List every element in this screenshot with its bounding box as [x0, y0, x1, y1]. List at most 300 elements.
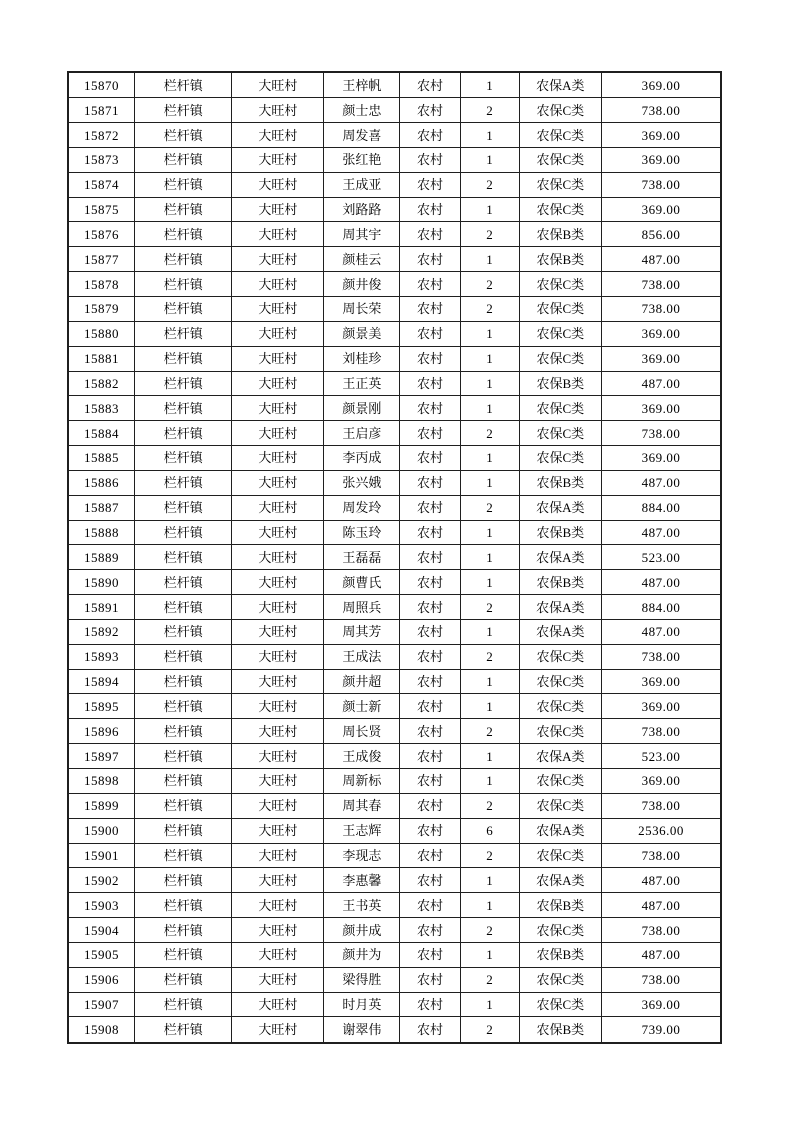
- cell-residence-type: 农村: [400, 595, 461, 620]
- cell-amount: 369.00: [601, 147, 721, 172]
- cell-person-count: 1: [460, 619, 519, 644]
- table-row: [68, 942, 721, 967]
- cell-village: 大旺村: [232, 123, 324, 148]
- table-row: [68, 346, 721, 371]
- cell-person-count: 1: [460, 570, 519, 595]
- cell-amount: 487.00: [601, 942, 721, 967]
- table-row: [68, 1017, 721, 1043]
- cell-town: 栏杆镇: [135, 470, 232, 495]
- cell-seq: 15896: [68, 719, 135, 744]
- cell-person-name: 颜井俊: [324, 272, 400, 297]
- cell-person-count: 1: [460, 321, 519, 346]
- cell-amount: 738.00: [601, 918, 721, 943]
- cell-residence-type: 农村: [400, 446, 461, 471]
- cell-village: 大旺村: [232, 992, 324, 1017]
- cell-person-count: 1: [460, 694, 519, 719]
- cell-amount: 738.00: [601, 296, 721, 321]
- cell-person-name: 李惠馨: [324, 868, 400, 893]
- cell-seq: 15890: [68, 570, 135, 595]
- cell-seq: 15908: [68, 1017, 135, 1043]
- cell-amount: 487.00: [601, 570, 721, 595]
- cell-insurance-category: 农保B类: [519, 371, 601, 396]
- cell-insurance-category: 农保A类: [519, 545, 601, 570]
- table-row: [68, 421, 721, 446]
- cell-town: 栏杆镇: [135, 769, 232, 794]
- cell-amount: 369.00: [601, 669, 721, 694]
- cell-person-name: 刘路路: [324, 197, 400, 222]
- cell-person-name: 陈玉玲: [324, 520, 400, 545]
- cell-person-name: 颜士忠: [324, 98, 400, 123]
- cell-person-name: 周长荣: [324, 296, 400, 321]
- cell-town: 栏杆镇: [135, 744, 232, 769]
- cell-person-count: 2: [460, 222, 519, 247]
- cell-residence-type: 农村: [400, 421, 461, 446]
- cell-village: 大旺村: [232, 520, 324, 545]
- cell-village: 大旺村: [232, 843, 324, 868]
- cell-person-count: 2: [460, 595, 519, 620]
- cell-town: 栏杆镇: [135, 719, 232, 744]
- cell-residence-type: 农村: [400, 918, 461, 943]
- cell-person-count: 1: [460, 147, 519, 172]
- cell-person-count: 2: [460, 1017, 519, 1043]
- cell-seq: 15879: [68, 296, 135, 321]
- cell-amount: 487.00: [601, 868, 721, 893]
- cell-insurance-category: 农保B类: [519, 470, 601, 495]
- cell-amount: 738.00: [601, 421, 721, 446]
- cell-amount: 2536.00: [601, 818, 721, 843]
- cell-village: 大旺村: [232, 545, 324, 570]
- cell-town: 栏杆镇: [135, 172, 232, 197]
- cell-person-count: 1: [460, 72, 519, 98]
- cell-residence-type: 农村: [400, 992, 461, 1017]
- cell-insurance-category: 农保C类: [519, 967, 601, 992]
- cell-residence-type: 农村: [400, 769, 461, 794]
- cell-insurance-category: 农保A类: [519, 868, 601, 893]
- cell-seq: 15902: [68, 868, 135, 893]
- cell-amount: 369.00: [601, 123, 721, 148]
- cell-person-name: 谢翠伟: [324, 1017, 400, 1043]
- table-row: [68, 222, 721, 247]
- cell-village: 大旺村: [232, 421, 324, 446]
- cell-insurance-category: 农保B类: [519, 247, 601, 272]
- cell-residence-type: 农村: [400, 545, 461, 570]
- cell-town: 栏杆镇: [135, 570, 232, 595]
- cell-amount: 369.00: [601, 396, 721, 421]
- cell-person-count: 1: [460, 470, 519, 495]
- cell-seq: 15907: [68, 992, 135, 1017]
- cell-person-count: 1: [460, 123, 519, 148]
- table-row: [68, 669, 721, 694]
- cell-seq: 15877: [68, 247, 135, 272]
- cell-town: 栏杆镇: [135, 247, 232, 272]
- cell-person-name: 时月英: [324, 992, 400, 1017]
- cell-person-name: 颜桂云: [324, 247, 400, 272]
- cell-amount: 738.00: [601, 843, 721, 868]
- cell-amount: 369.00: [601, 346, 721, 371]
- cell-insurance-category: 农保A类: [519, 72, 601, 98]
- table-row: [68, 868, 721, 893]
- cell-person-count: 2: [460, 421, 519, 446]
- cell-town: 栏杆镇: [135, 321, 232, 346]
- cell-person-count: 2: [460, 644, 519, 669]
- cell-residence-type: 农村: [400, 793, 461, 818]
- cell-amount: 738.00: [601, 172, 721, 197]
- cell-amount: 369.00: [601, 694, 721, 719]
- cell-town: 栏杆镇: [135, 942, 232, 967]
- cell-village: 大旺村: [232, 470, 324, 495]
- cell-person-name: 周长贤: [324, 719, 400, 744]
- table-row: [68, 644, 721, 669]
- table-row: [68, 98, 721, 123]
- table-row: [68, 197, 721, 222]
- cell-village: 大旺村: [232, 321, 324, 346]
- cell-residence-type: 农村: [400, 744, 461, 769]
- cell-seq: 15898: [68, 769, 135, 794]
- table-row: [68, 694, 721, 719]
- cell-residence-type: 农村: [400, 371, 461, 396]
- cell-town: 栏杆镇: [135, 818, 232, 843]
- cell-residence-type: 农村: [400, 247, 461, 272]
- cell-person-name: 颜井成: [324, 918, 400, 943]
- table-row: [68, 545, 721, 570]
- cell-village: 大旺村: [232, 346, 324, 371]
- cell-town: 栏杆镇: [135, 868, 232, 893]
- cell-residence-type: 农村: [400, 470, 461, 495]
- cell-insurance-category: 农保C类: [519, 396, 601, 421]
- cell-person-name: 周其芳: [324, 619, 400, 644]
- cell-town: 栏杆镇: [135, 1017, 232, 1043]
- table-row: [68, 470, 721, 495]
- cell-person-count: 1: [460, 669, 519, 694]
- cell-person-count: 2: [460, 843, 519, 868]
- cell-seq: 15899: [68, 793, 135, 818]
- cell-village: 大旺村: [232, 893, 324, 918]
- cell-insurance-category: 农保C类: [519, 147, 601, 172]
- cell-seq: 15875: [68, 197, 135, 222]
- cell-person-count: 1: [460, 371, 519, 396]
- cell-town: 栏杆镇: [135, 296, 232, 321]
- cell-amount: 487.00: [601, 470, 721, 495]
- cell-insurance-category: 农保C类: [519, 843, 601, 868]
- cell-amount: 369.00: [601, 992, 721, 1017]
- cell-insurance-category: 农保C类: [519, 296, 601, 321]
- cell-town: 栏杆镇: [135, 123, 232, 148]
- cell-seq: 15891: [68, 595, 135, 620]
- cell-insurance-category: 农保C类: [519, 346, 601, 371]
- cell-amount: 884.00: [601, 495, 721, 520]
- cell-seq: 15878: [68, 272, 135, 297]
- cell-person-name: 颜景刚: [324, 396, 400, 421]
- cell-village: 大旺村: [232, 942, 324, 967]
- table-row: [68, 296, 721, 321]
- cell-village: 大旺村: [232, 446, 324, 471]
- cell-residence-type: 农村: [400, 321, 461, 346]
- cell-insurance-category: 农保C类: [519, 793, 601, 818]
- cell-village: 大旺村: [232, 98, 324, 123]
- cell-insurance-category: 农保B类: [519, 1017, 601, 1043]
- cell-village: 大旺村: [232, 669, 324, 694]
- cell-amount: 369.00: [601, 769, 721, 794]
- cell-insurance-category: 农保C类: [519, 694, 601, 719]
- cell-insurance-category: 农保B类: [519, 520, 601, 545]
- cell-insurance-category: 农保C类: [519, 719, 601, 744]
- cell-residence-type: 农村: [400, 72, 461, 98]
- cell-person-count: 2: [460, 272, 519, 297]
- table-row: [68, 147, 721, 172]
- table-row: [68, 744, 721, 769]
- cell-village: 大旺村: [232, 396, 324, 421]
- cell-person-count: 6: [460, 818, 519, 843]
- cell-person-count: 2: [460, 495, 519, 520]
- table-row: [68, 72, 721, 98]
- cell-insurance-category: 农保C类: [519, 669, 601, 694]
- cell-seq: 15894: [68, 669, 135, 694]
- cell-person-name: 李现志: [324, 843, 400, 868]
- cell-town: 栏杆镇: [135, 72, 232, 98]
- cell-seq: 15904: [68, 918, 135, 943]
- cell-seq: 15886: [68, 470, 135, 495]
- cell-person-name: 周其宇: [324, 222, 400, 247]
- cell-person-count: 1: [460, 396, 519, 421]
- cell-residence-type: 农村: [400, 818, 461, 843]
- cell-insurance-category: 农保C类: [519, 272, 601, 297]
- cell-insurance-category: 农保B类: [519, 570, 601, 595]
- cell-person-count: 1: [460, 868, 519, 893]
- table-row: [68, 247, 721, 272]
- cell-amount: 487.00: [601, 371, 721, 396]
- table-row: [68, 893, 721, 918]
- cell-seq: 15903: [68, 893, 135, 918]
- cell-village: 大旺村: [232, 619, 324, 644]
- cell-insurance-category: 农保C类: [519, 123, 601, 148]
- cell-village: 大旺村: [232, 197, 324, 222]
- cell-residence-type: 农村: [400, 520, 461, 545]
- cell-person-name: 颜曹氏: [324, 570, 400, 595]
- cell-seq: 15874: [68, 172, 135, 197]
- cell-person-name: 颜井超: [324, 669, 400, 694]
- cell-residence-type: 农村: [400, 396, 461, 421]
- cell-insurance-category: 农保A类: [519, 495, 601, 520]
- cell-insurance-category: 农保C类: [519, 197, 601, 222]
- cell-amount: 369.00: [601, 197, 721, 222]
- cell-town: 栏杆镇: [135, 222, 232, 247]
- cell-person-count: 2: [460, 172, 519, 197]
- cell-person-count: 2: [460, 98, 519, 123]
- cell-town: 栏杆镇: [135, 694, 232, 719]
- cell-person-count: 2: [460, 793, 519, 818]
- cell-seq: 15887: [68, 495, 135, 520]
- cell-residence-type: 农村: [400, 272, 461, 297]
- table-row: [68, 396, 721, 421]
- cell-person-name: 周发玲: [324, 495, 400, 520]
- cell-residence-type: 农村: [400, 172, 461, 197]
- cell-residence-type: 农村: [400, 495, 461, 520]
- cell-seq: 15870: [68, 72, 135, 98]
- cell-seq: 15897: [68, 744, 135, 769]
- cell-residence-type: 农村: [400, 222, 461, 247]
- cell-person-count: 1: [460, 942, 519, 967]
- cell-town: 栏杆镇: [135, 992, 232, 1017]
- cell-seq: 15873: [68, 147, 135, 172]
- cell-seq: 15876: [68, 222, 135, 247]
- cell-person-name: 王志辉: [324, 818, 400, 843]
- cell-residence-type: 农村: [400, 619, 461, 644]
- cell-person-count: 1: [460, 545, 519, 570]
- cell-person-name: 周新标: [324, 769, 400, 794]
- cell-insurance-category: 农保A类: [519, 744, 601, 769]
- cell-amount: 369.00: [601, 72, 721, 98]
- cell-seq: 15889: [68, 545, 135, 570]
- cell-village: 大旺村: [232, 744, 324, 769]
- cell-person-count: 1: [460, 744, 519, 769]
- cell-person-name: 王磊磊: [324, 545, 400, 570]
- cell-person-count: 1: [460, 247, 519, 272]
- cell-amount: 487.00: [601, 520, 721, 545]
- cell-seq: 15906: [68, 967, 135, 992]
- cell-village: 大旺村: [232, 719, 324, 744]
- table-row: [68, 619, 721, 644]
- cell-seq: 15883: [68, 396, 135, 421]
- cell-town: 栏杆镇: [135, 967, 232, 992]
- cell-residence-type: 农村: [400, 843, 461, 868]
- cell-residence-type: 农村: [400, 644, 461, 669]
- cell-person-name: 王书英: [324, 893, 400, 918]
- cell-town: 栏杆镇: [135, 843, 232, 868]
- cell-town: 栏杆镇: [135, 495, 232, 520]
- cell-person-count: 2: [460, 918, 519, 943]
- cell-amount: 523.00: [601, 545, 721, 570]
- cell-residence-type: 农村: [400, 123, 461, 148]
- cell-amount: 487.00: [601, 247, 721, 272]
- cell-amount: 884.00: [601, 595, 721, 620]
- cell-village: 大旺村: [232, 172, 324, 197]
- table-row: [68, 992, 721, 1017]
- table-row: [68, 967, 721, 992]
- cell-person-name: 周照兵: [324, 595, 400, 620]
- cell-amount: 487.00: [601, 619, 721, 644]
- cell-person-count: 1: [460, 520, 519, 545]
- cell-town: 栏杆镇: [135, 520, 232, 545]
- cell-village: 大旺村: [232, 570, 324, 595]
- cell-person-count: 1: [460, 992, 519, 1017]
- cell-seq: 15888: [68, 520, 135, 545]
- cell-seq: 15900: [68, 818, 135, 843]
- cell-amount: 369.00: [601, 321, 721, 346]
- table-body: [68, 72, 721, 1043]
- table-row: [68, 123, 721, 148]
- table-row: [68, 495, 721, 520]
- cell-village: 大旺村: [232, 222, 324, 247]
- table-row: [68, 793, 721, 818]
- cell-insurance-category: 农保B类: [519, 942, 601, 967]
- cell-insurance-category: 农保B类: [519, 893, 601, 918]
- cell-town: 栏杆镇: [135, 893, 232, 918]
- cell-village: 大旺村: [232, 371, 324, 396]
- cell-town: 栏杆镇: [135, 619, 232, 644]
- table-row: [68, 321, 721, 346]
- cell-town: 栏杆镇: [135, 644, 232, 669]
- cell-seq: 15895: [68, 694, 135, 719]
- cell-village: 大旺村: [232, 967, 324, 992]
- cell-seq: 15885: [68, 446, 135, 471]
- cell-town: 栏杆镇: [135, 446, 232, 471]
- table-row: [68, 595, 721, 620]
- cell-amount: 487.00: [601, 893, 721, 918]
- cell-person-name: 王启彦: [324, 421, 400, 446]
- cell-residence-type: 农村: [400, 147, 461, 172]
- cell-town: 栏杆镇: [135, 545, 232, 570]
- table-row: [68, 769, 721, 794]
- cell-person-count: 1: [460, 446, 519, 471]
- cell-seq: 15880: [68, 321, 135, 346]
- cell-seq: 15905: [68, 942, 135, 967]
- cell-village: 大旺村: [232, 595, 324, 620]
- table-row: [68, 843, 721, 868]
- cell-amount: 738.00: [601, 98, 721, 123]
- cell-person-name: 李丙成: [324, 446, 400, 471]
- cell-amount: 738.00: [601, 719, 721, 744]
- cell-person-count: 1: [460, 769, 519, 794]
- cell-residence-type: 农村: [400, 570, 461, 595]
- cell-residence-type: 农村: [400, 942, 461, 967]
- insurance-roster-table: [67, 71, 722, 1044]
- cell-insurance-category: 农保A类: [519, 818, 601, 843]
- cell-town: 栏杆镇: [135, 669, 232, 694]
- cell-residence-type: 农村: [400, 296, 461, 321]
- cell-amount: 738.00: [601, 793, 721, 818]
- cell-insurance-category: 农保C类: [519, 992, 601, 1017]
- cell-town: 栏杆镇: [135, 396, 232, 421]
- cell-town: 栏杆镇: [135, 197, 232, 222]
- cell-village: 大旺村: [232, 793, 324, 818]
- cell-person-count: 1: [460, 893, 519, 918]
- table-row: [68, 818, 721, 843]
- cell-insurance-category: 农保B类: [519, 222, 601, 247]
- cell-seq: 15892: [68, 619, 135, 644]
- cell-town: 栏杆镇: [135, 793, 232, 818]
- table-row: [68, 918, 721, 943]
- cell-village: 大旺村: [232, 147, 324, 172]
- cell-person-name: 张红艳: [324, 147, 400, 172]
- cell-person-name: 梁得胜: [324, 967, 400, 992]
- table-row: [68, 570, 721, 595]
- cell-amount: 523.00: [601, 744, 721, 769]
- cell-amount: 739.00: [601, 1017, 721, 1043]
- cell-town: 栏杆镇: [135, 147, 232, 172]
- cell-village: 大旺村: [232, 272, 324, 297]
- cell-residence-type: 农村: [400, 868, 461, 893]
- table-row: [68, 520, 721, 545]
- cell-amount: 738.00: [601, 967, 721, 992]
- cell-residence-type: 农村: [400, 197, 461, 222]
- cell-person-count: 1: [460, 346, 519, 371]
- cell-seq: 15871: [68, 98, 135, 123]
- cell-town: 栏杆镇: [135, 346, 232, 371]
- cell-amount: 369.00: [601, 446, 721, 471]
- cell-person-name: 王成俊: [324, 744, 400, 769]
- cell-insurance-category: 农保C类: [519, 421, 601, 446]
- cell-residence-type: 农村: [400, 967, 461, 992]
- cell-town: 栏杆镇: [135, 595, 232, 620]
- cell-village: 大旺村: [232, 247, 324, 272]
- cell-village: 大旺村: [232, 72, 324, 98]
- cell-person-name: 颜景美: [324, 321, 400, 346]
- cell-insurance-category: 农保C类: [519, 321, 601, 346]
- cell-village: 大旺村: [232, 644, 324, 669]
- cell-town: 栏杆镇: [135, 918, 232, 943]
- cell-insurance-category: 农保C类: [519, 446, 601, 471]
- cell-person-name: 周发喜: [324, 123, 400, 148]
